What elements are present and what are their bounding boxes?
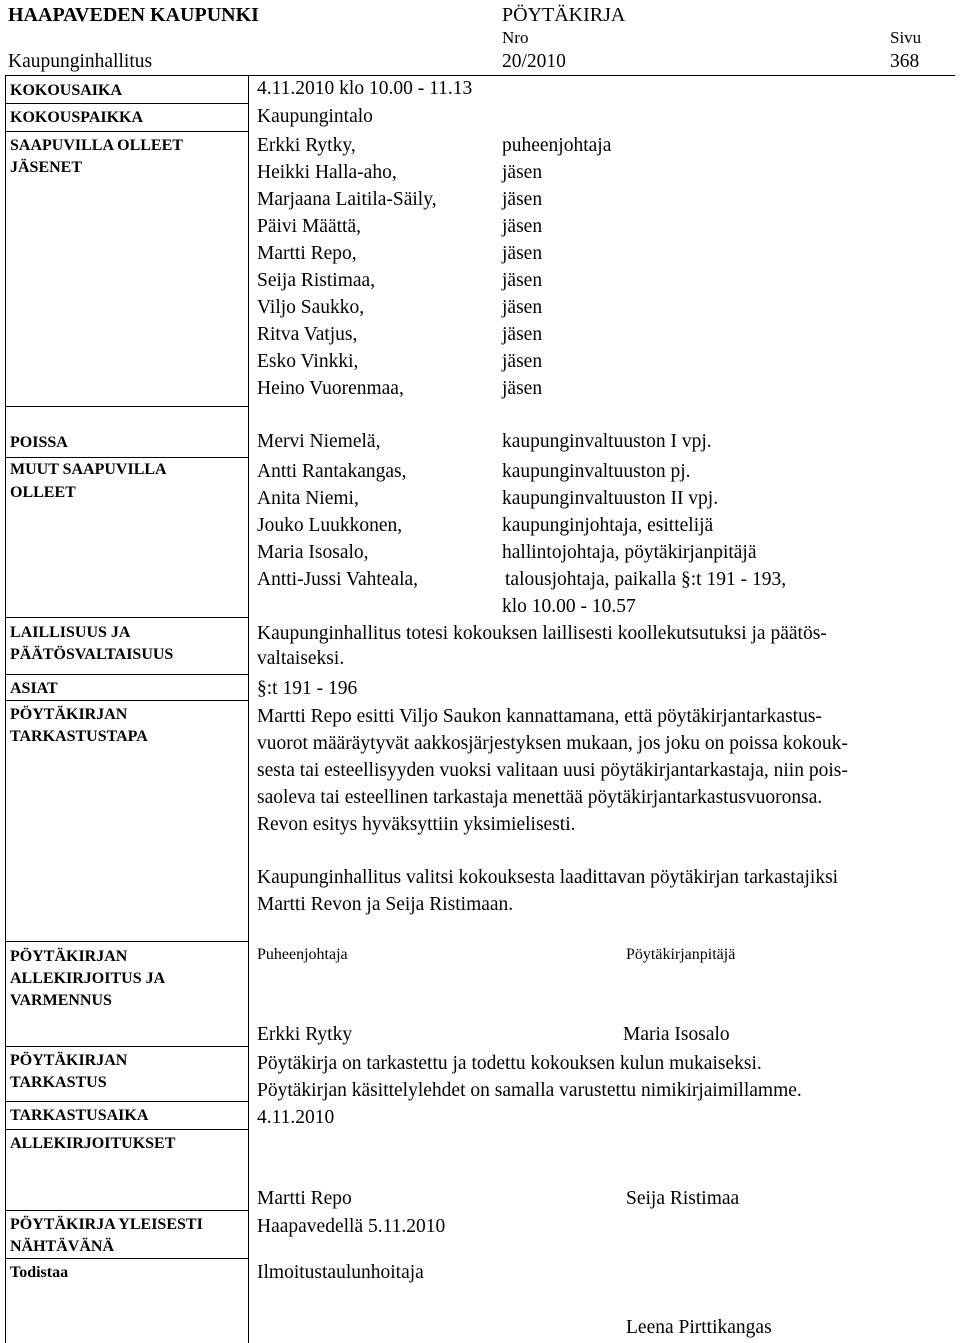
review-text-2: Pöytäkirjan käsittelylehdet on samalla varustettu nimikirjaimillamme. <box>257 1080 802 1101</box>
member-role: jäsen <box>502 189 543 210</box>
certify-label: Todistaa <box>10 1264 69 1281</box>
row-divider <box>5 1101 248 1102</box>
legality-label-2: PÄÄTÖSVALTAISUUS <box>10 646 174 663</box>
review-text-1: Pöytäkirja on tarkastettu ja todettu kokouksen kulun mukaiseksi. <box>257 1053 762 1074</box>
signatures-label: ALLEKIRJOITUKSET <box>10 1135 176 1152</box>
review-label-1: PÖYTÄKIRJAN <box>10 1052 128 1069</box>
other-name: Antti-Jussi Vahteala, <box>257 569 419 590</box>
review-method-line: Martti Repo esitti Viljo Saukon kannattamana, että pöytäkirjantarkastus- <box>257 706 822 727</box>
row-divider <box>5 1129 248 1130</box>
row-divider <box>5 406 248 407</box>
member-role: jäsen <box>502 351 543 372</box>
chair-name: Erkki Rytky <box>257 1024 353 1045</box>
member-name: Ritva Vatjus, <box>257 324 358 345</box>
member-name: Esko Vinkki, <box>257 351 359 372</box>
other-role: kaupunginvaltuuston II vpj. <box>502 488 719 509</box>
legality-text-2: valtaiseksi. <box>257 648 345 669</box>
other-role: hallintojohtaja, pöytäkirjanpitäjä <box>502 542 757 563</box>
meeting-place-value: Kaupungintalo <box>257 106 373 127</box>
row-divider <box>5 1258 248 1259</box>
member-role: jäsen <box>502 243 543 264</box>
public-label-1: PÖYTÄKIRJA YLEISESTI <box>10 1216 203 1233</box>
row-divider <box>5 457 248 458</box>
row-divider <box>5 674 248 675</box>
page-number: 368 <box>890 51 920 72</box>
meeting-time-value: 4.11.2010 klo 10.00 - 11.13 <box>257 78 473 99</box>
review-method-line: Kaupunginhallitus valitsi kokouksesta laadittavan pöytäkirjan tarkastajiksi <box>257 867 839 888</box>
row-divider <box>5 700 248 701</box>
items-label: ASIAT <box>10 680 58 697</box>
nro-label: Nro <box>502 28 529 47</box>
nro-value: 20/2010 <box>502 51 566 72</box>
review-method-line: vuorot määräytyvät aakkosjärjestyksen mukaan, jos joku on poissa kokouk- <box>257 733 848 754</box>
items-value: §:t 191 - 196 <box>257 678 358 699</box>
other-name: Maria Isosalo, <box>257 542 369 563</box>
review-method-line: saoleva tai esteellinen tarkastaja menettää pöytäkirjantarkastusvuoronsa. <box>257 787 823 808</box>
member-name: Päivi Määttä, <box>257 216 361 237</box>
other-name: Antti Rantakangas, <box>257 461 407 482</box>
header-rule <box>5 75 955 76</box>
row-divider <box>5 103 248 104</box>
member-name: Seija Ristimaa, <box>257 270 376 291</box>
certify-value: Ilmoitustaulunhoitaja <box>257 1262 424 1283</box>
absent-role: kaupunginvaltuuston I vpj. <box>502 431 712 452</box>
review-method-label-2: TARKASTUSTAPA <box>10 728 148 745</box>
review-method-line: sesta tai esteellisyyden vuoksi valitaan uusi pöytäkirjantarkastaja, niin pois- <box>257 760 848 781</box>
legality-text-1: Kaupunginhallitus totesi kokouksen laillisesti koollekutsutuksi ja päätös- <box>257 623 827 644</box>
review-method-label-1: PÖYTÄKIRJAN <box>10 706 128 723</box>
row-divider <box>5 131 248 132</box>
other-name: Jouko Luukkonen, <box>257 515 403 536</box>
row-divider <box>5 1046 248 1047</box>
review-time-label: TARKASTUSAIKA <box>10 1107 149 1124</box>
review-method-line: Revon esitys hyväksyttiin yksimielisesti. <box>257 814 576 835</box>
review-time-value: 4.11.2010 <box>257 1107 335 1128</box>
column-divider <box>248 75 249 1343</box>
member-name: Martti Repo, <box>257 243 357 264</box>
signature-label-1: PÖYTÄKIRJAN <box>10 948 128 965</box>
page-label: Sivu <box>890 28 922 47</box>
signature-label-3: VARMENNUS <box>10 992 112 1009</box>
member-role: jäsen <box>502 162 543 183</box>
member-role: jäsen <box>502 216 543 237</box>
certifier-name: Leena Pirttikangas <box>626 1317 772 1338</box>
public-label-2: NÄHTÄVÄNÄ <box>10 1238 114 1255</box>
other-name: Anita Niemi, <box>257 488 359 509</box>
document-type: PÖYTÄKIRJA <box>502 4 626 26</box>
other-extra-time: klo 10.00 - 10.57 <box>502 596 636 617</box>
reviewer-name-2: Seija Ristimaa <box>626 1188 740 1209</box>
left-border <box>5 75 6 1343</box>
secretary-name: Maria Isosalo <box>623 1024 730 1045</box>
reviewer-name-1: Martti Repo <box>257 1188 352 1209</box>
others-label-2: OLLEET <box>10 484 76 501</box>
member-role: jäsen <box>502 297 543 318</box>
absent-label: POISSA <box>10 434 68 451</box>
public-value: Haapavedellä 5.11.2010 <box>257 1216 446 1237</box>
others-label-1: MUUT SAAPUVILLA <box>10 461 167 478</box>
member-name: Erkki Rytky, <box>257 135 356 156</box>
member-name: Marjaana Laitila-Säily, <box>257 189 437 210</box>
row-divider <box>5 617 248 618</box>
chair-title: Puheenjohtaja <box>257 946 348 963</box>
member-name: Heikki Halla-aho, <box>257 162 397 183</box>
members-label-2: JÄSENET <box>10 159 83 176</box>
member-role: jäsen <box>502 324 543 345</box>
secretary-title: Pöytäkirjanpitäjä <box>626 946 736 963</box>
row-divider <box>5 941 248 942</box>
legality-label-1: LAILLISUUS JA <box>10 624 131 641</box>
signature-label-2: ALLEKIRJOITUS JA <box>10 970 166 987</box>
review-label-2: TARKASTUS <box>10 1074 107 1091</box>
members-label-1: SAAPUVILLA OLLEET <box>10 137 183 154</box>
meeting-place-label: KOKOUSPAIKKA <box>10 109 144 126</box>
member-role: jäsen <box>502 378 543 399</box>
municipality-name: HAAPAVEDEN KAUPUNKI <box>8 4 259 26</box>
other-role: kaupunginvaltuuston pj. <box>502 461 691 482</box>
review-method-line: Martti Revon ja Seija Ristimaan. <box>257 894 514 915</box>
meeting-time-label: KOKOUSAIKA <box>10 82 123 99</box>
member-role: puheenjohtaja <box>502 135 612 156</box>
absent-name: Mervi Niemelä, <box>257 431 381 452</box>
member-name: Viljo Saukko, <box>257 297 365 318</box>
governing-body: Kaupunginhallitus <box>8 51 153 72</box>
other-role: talousjohtaja, paikalla §:t 191 - 193, <box>505 569 787 590</box>
other-role: kaupunginjohtaja, esittelijä <box>502 515 714 536</box>
member-role: jäsen <box>502 270 543 291</box>
row-divider <box>5 1210 248 1211</box>
member-name: Heino Vuorenmaa, <box>257 378 404 399</box>
